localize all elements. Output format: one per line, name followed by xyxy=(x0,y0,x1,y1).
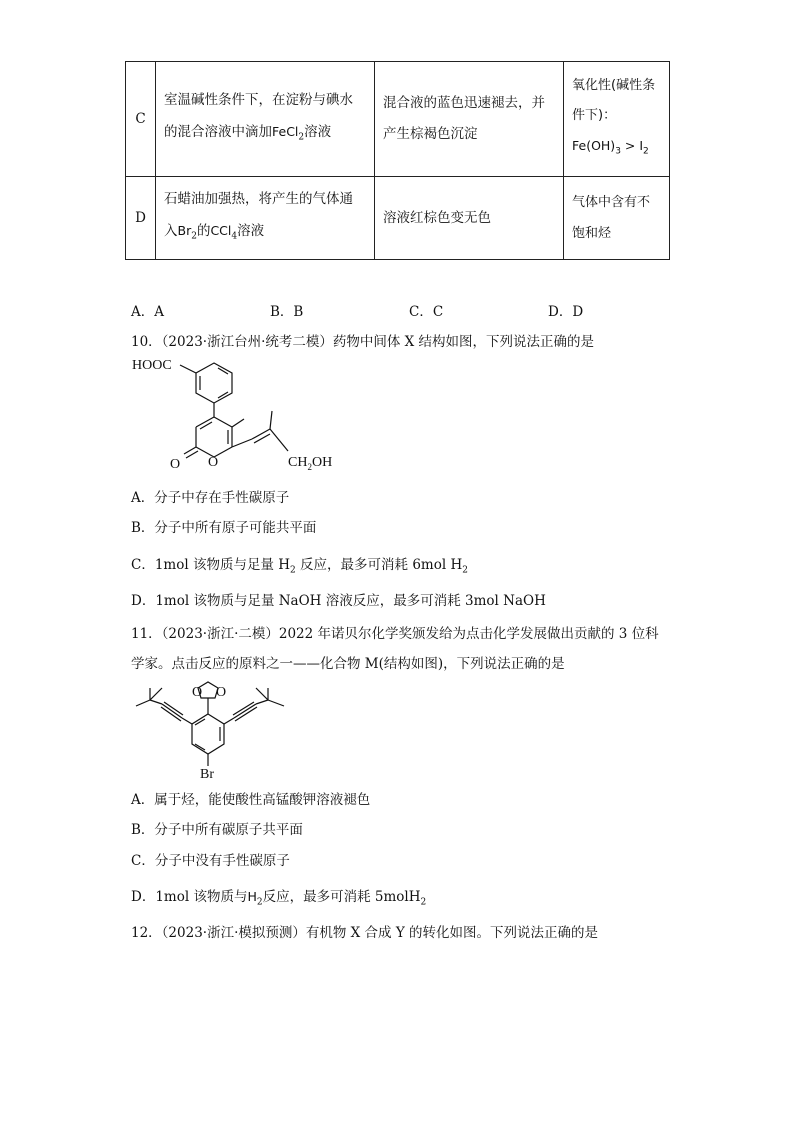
q10-option-b: B．分子中所有原子可能共平面 xyxy=(131,520,317,536)
conclusion-cell: 气体中含有不 饱和烃 xyxy=(564,177,670,260)
q11-stem-line1: 11．（2023·浙江·二模）2022 年诺贝尔化学奖颁发给为点击化学发展做出贡献的 3 位科 xyxy=(131,626,659,642)
operation-cell: 室温碱性条件下，在淀粉与碘水 的混合溶液中滴加FeCl$_2$溶液 xyxy=(156,62,375,177)
table-row xyxy=(126,177,670,260)
q9-option-b: B．B xyxy=(270,304,304,320)
q11-structure xyxy=(128,674,303,786)
conclusion-cell: 氧化性(碱性条 件下)： $Fe(OH)_3 > I_2$ xyxy=(564,62,670,177)
table-row xyxy=(126,62,670,177)
q12-stem: 12．（2023·浙江·模拟预测）有机物 X 合成 Y 的转化如图。下列说法正确的是 xyxy=(131,925,599,941)
q9-option-a: A．A xyxy=(131,304,164,320)
q9-option-c: C．C xyxy=(409,304,444,320)
q10-stem: 10．（2023·浙江台州·统考二模）药物中间体 X 结构如图，下列说法正确的是 xyxy=(131,334,595,350)
phenomenon-cell: 混合液的蓝色迅速褪去，并 产生棕褐色沉淀 xyxy=(375,62,564,177)
ring-oxygen-label: O xyxy=(208,455,219,470)
q9-option-d: D．D xyxy=(548,304,584,320)
q11-option-d: D．1mol 该物质与$H_2$反应，最多可消耗 5molH$_2$ xyxy=(131,889,427,908)
bromine-label: Br xyxy=(200,767,214,782)
q10-structure xyxy=(128,355,358,484)
carbonyl-oxygen-label: O xyxy=(170,457,181,472)
q11-option-a: A．属于烃，能使酸性高锰酸钾溶液褪色 xyxy=(131,792,371,808)
molecule-x-diagram xyxy=(128,355,358,480)
q10-option-c: C．1mol 该物质与足量 $H_2$ 反应，最多可消耗 6mol $H_2$ xyxy=(131,557,468,576)
q11-option-c: C．分子中没有手性碳原子 xyxy=(131,853,290,869)
phenomenon-cell: 溶液红棕色变无色 xyxy=(375,177,564,260)
q11-stem-line2: 学家。点击反应的原料之一——化合物 M(结构如图)，下列说法正确的是 xyxy=(131,656,565,672)
experiment-table xyxy=(125,61,670,260)
operation-cell: 石蜡油加强热，将产生的气体通 入$Br_2$的CCl$_4$溶液 xyxy=(156,177,375,260)
q10-option-d: D．1mol 该物质与足量 NaOH 溶液反应，最多可消耗 3mol NaOH xyxy=(131,593,546,609)
compound-m-diagram xyxy=(128,674,303,782)
q10-option-a: A．分子中存在手性碳原子 xyxy=(131,490,290,506)
oxygen-label-left: O xyxy=(192,685,203,700)
q11-option-b: B．分子中所有碳原子共平面 xyxy=(131,822,303,838)
row-label: D xyxy=(126,177,156,260)
ch2oh-label: $CH_2OH$ xyxy=(288,455,333,472)
oxygen-label-right: O xyxy=(216,685,227,700)
row-label: C xyxy=(126,62,156,177)
hooc-label: HOOC xyxy=(132,358,172,373)
